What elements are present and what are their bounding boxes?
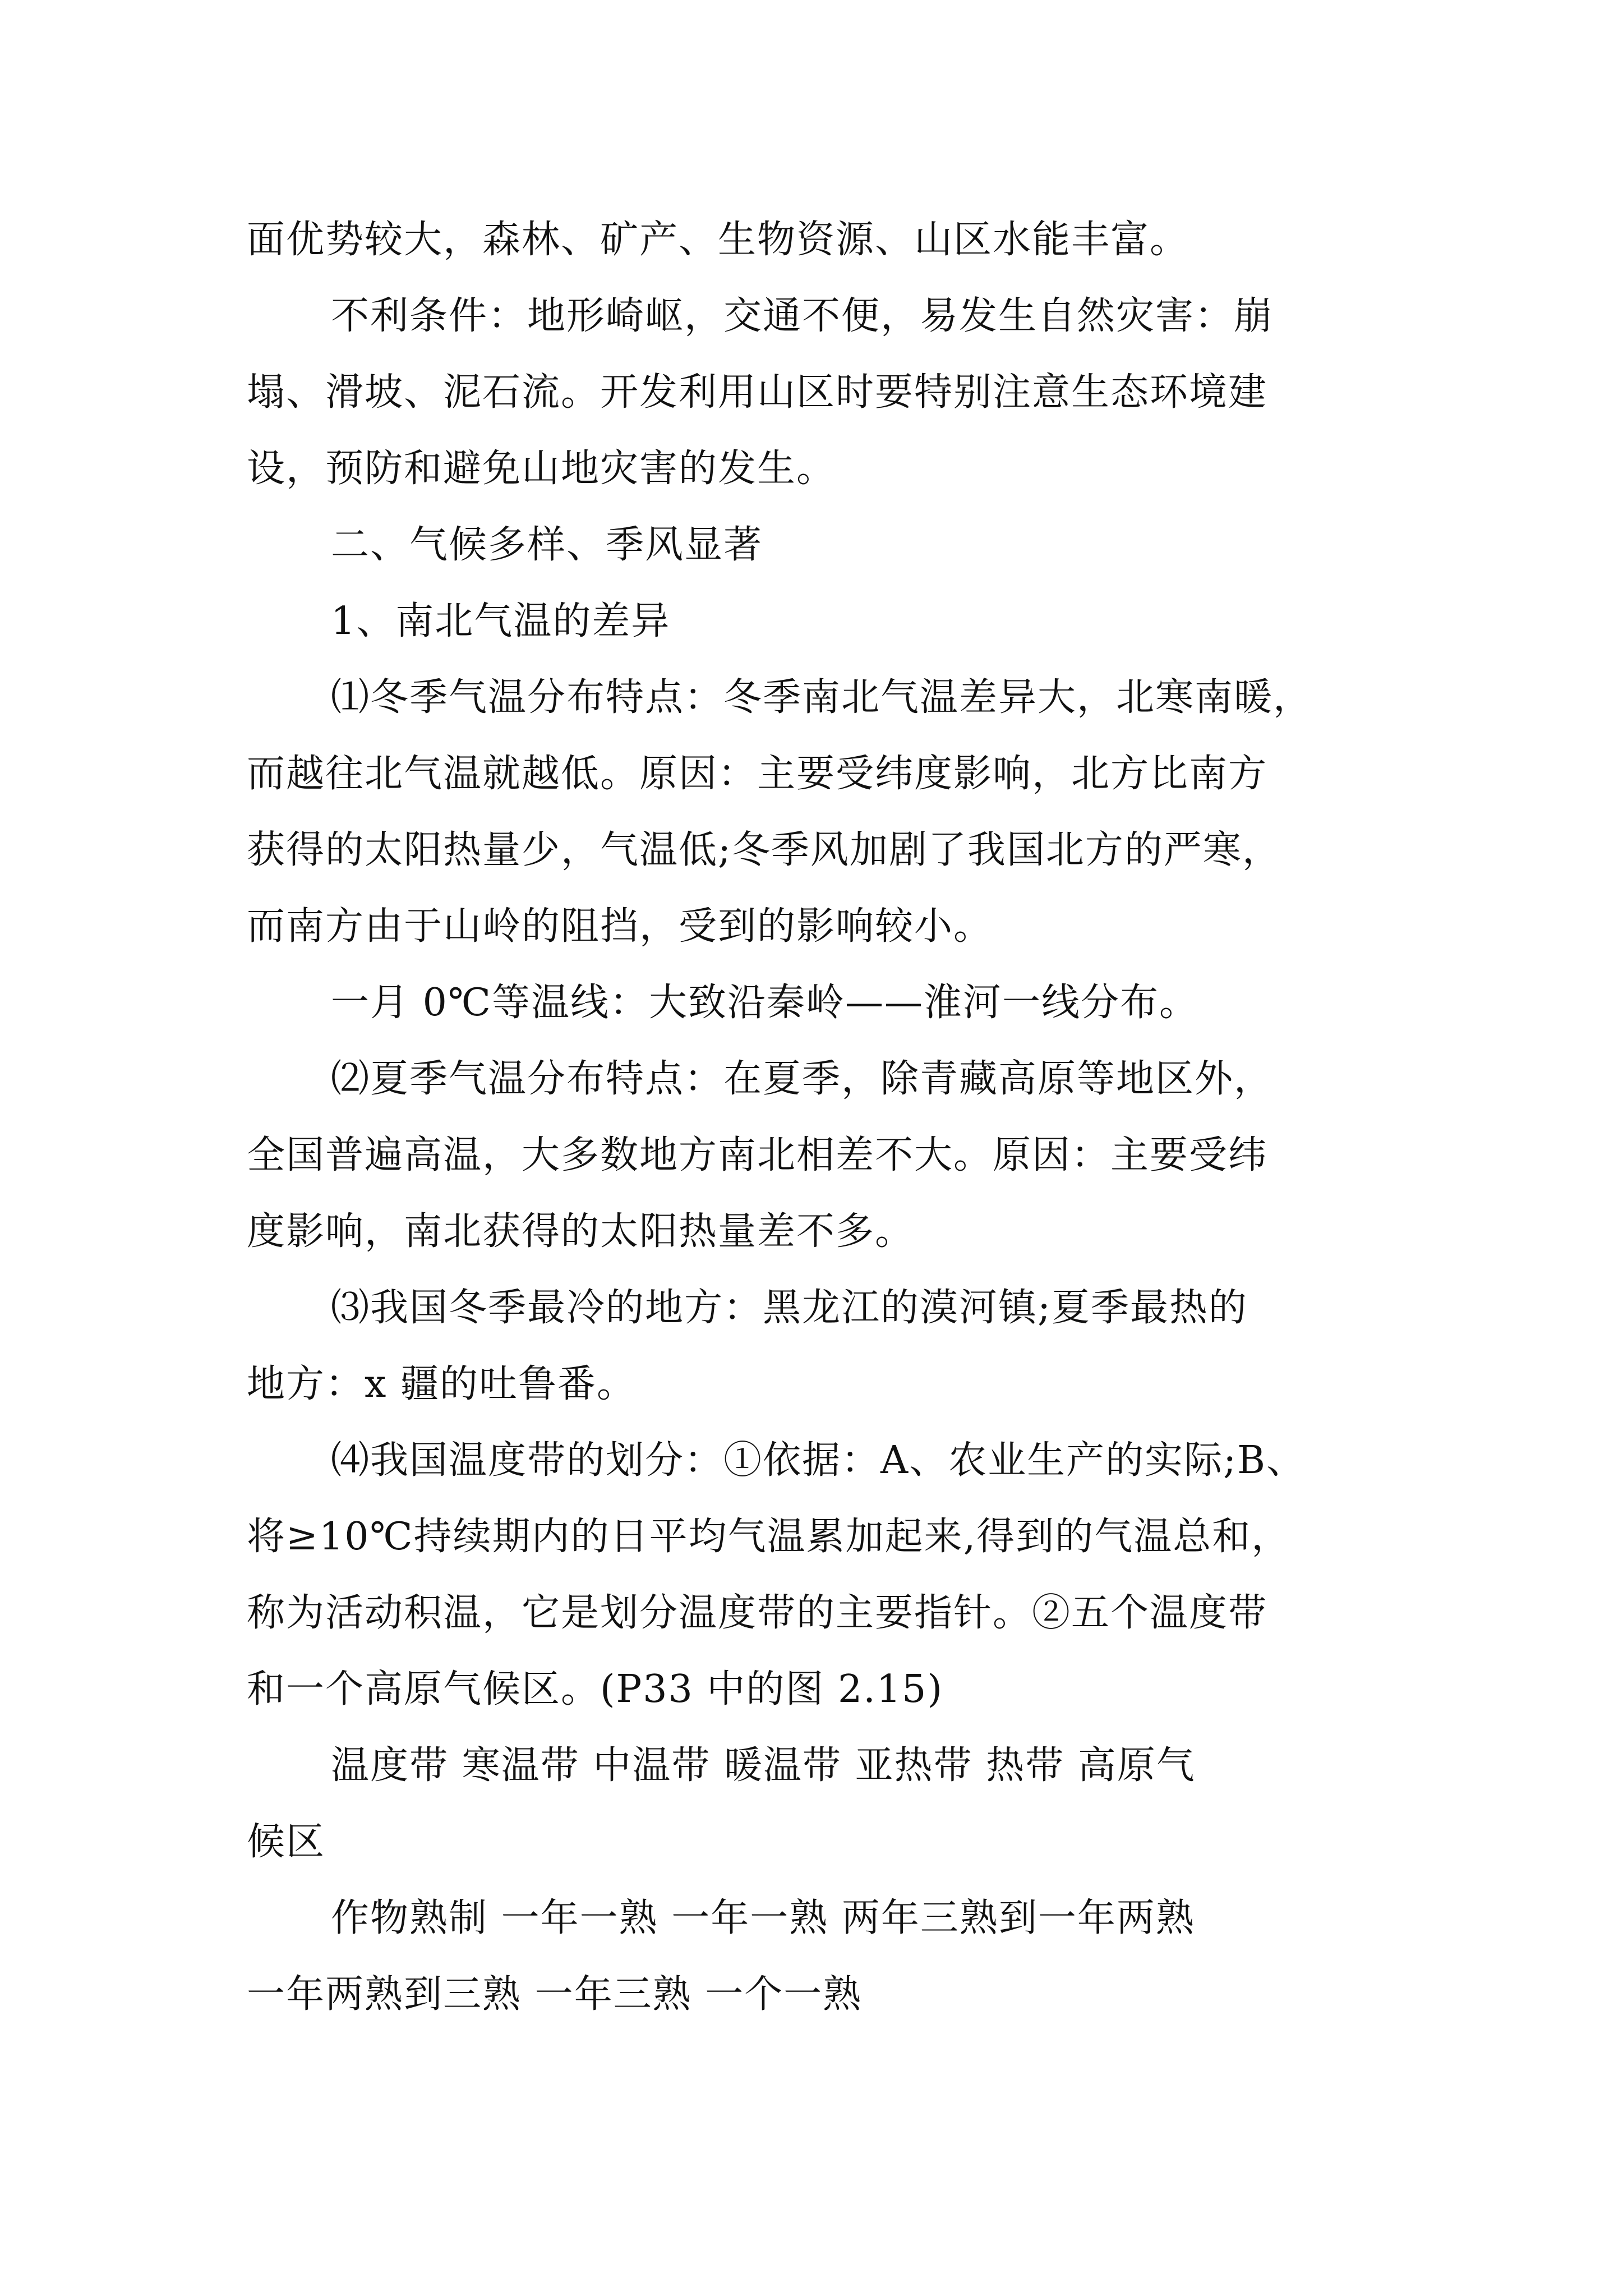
paragraph-line: ⑶我国冬季最冷的地方：黑龙江的漠河镇;夏季最热的: [331, 1286, 1248, 1330]
paragraph-line: 将≥10℃持续期内的日平均气温累加起来,得到的气温总和，: [247, 1515, 1291, 1559]
table-row-text: 作物熟制 一年一熟 一年一熟 两年三熟到一年两熟: [331, 1896, 1195, 1940]
section-heading: 二、气候多样、季风显著: [331, 523, 763, 567]
table-row-text: 候区: [247, 1820, 326, 1864]
paragraph-line: 度影响，南北获得的太阳热量差不多。: [247, 1209, 915, 1254]
paragraph-line: 地方：x 疆的吐鲁番。: [247, 1362, 636, 1406]
subsection-heading: 1、南北气温的差异: [331, 599, 671, 643]
paragraph-line: 塌、滑坡、泥石流。开发利用山区时要特别注意生态环境建: [247, 370, 1268, 415]
paragraph-line: 称为活动积温，它是划分温度带的主要指针。②五个温度带: [247, 1591, 1268, 1635]
paragraph-line: 而越往北气温就越低。原因：主要受纬度影响，北方比南方: [247, 752, 1268, 796]
paragraph-line: ⑴冬季气温分布特点：冬季南北气温差异大，北寒南暖，: [331, 675, 1313, 720]
paragraph-line: ⑵夏季气温分布特点：在夏季，除青藏高原等地区外，: [331, 1057, 1274, 1101]
paragraph-line: 不利条件：地形崎岖，交通不便，易发生自然灾害：崩: [331, 294, 1274, 338]
paragraph-line: 获得的太阳热量少，气温低;冬季风加剧了我国北方的严寒，: [247, 828, 1281, 872]
paragraph-line: 面优势较大，森林、矿产、生物资源、山区水能丰富。: [247, 218, 1189, 262]
paragraph-line: 而南方由于山岭的阻挡，受到的影响较小。: [247, 904, 993, 949]
table-row-text: 一年两熟到三熟 一年三熟 一个一熟: [247, 1972, 863, 2017]
body-text: [247, 202, 1387, 2033]
paragraph-line: ⑷我国温度带的划分：①依据：A、农业生产的实际;B、: [331, 1438, 1306, 1483]
paragraph-line: 设，预防和避免山地灾害的发生。: [247, 447, 836, 491]
paragraph-line: 一月 0℃等温线：大致沿秦岭——淮河一线分布。: [331, 981, 1198, 1025]
table-row-text: 温度带 寒温带 中温带 暖温带 亚热带 热带 高原气: [331, 1743, 1196, 1788]
paragraph-line: 和一个高原气候区。(P33 中的图 2.15): [247, 1667, 943, 1711]
paragraph-line: 全国普遍高温，大多数地方南北相差不大。原因：主要受纬: [247, 1133, 1268, 1177]
